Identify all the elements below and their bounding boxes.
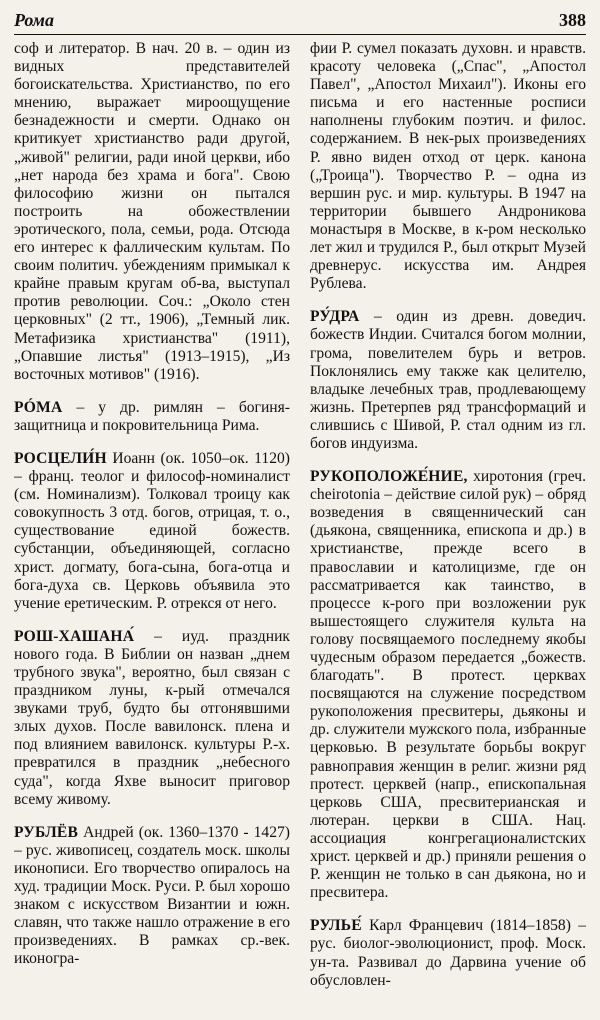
entry-text: – один из древн. доведич. божеств Индии. Считался богом молнии, грома, повелителем бурь и ветров. Поклонялись ему также как целителю, владыке лечебных трав, продлевающему жизнь. Претерпев ряд трансформаций и слившись с Шивой, Р. стал одним из гл. богов индуизма. — [310, 308, 586, 452]
entry-roscelin — [14, 450, 290, 613]
page-number: 388 — [559, 10, 586, 30]
entry-text: хиротония (греч. cheirotonia – действие силой рук) – обряд возведения в священнический сан (дьякона, священника, епископа и др.) в христианстве, прежде всего в православии и католицизме, где он рассматривается как таинство, в процессе к-рого при возложении рук вышестоящего служителя культа на голову посвящаемого последнему якобы чудесным образом передается „божеств. благодать". В протест. церквах посвящаются на служение посредством рукоположения пресвитеры, дьяконы и др. служители мужского пола, избранные церковью. В результате борьбы вокруг равноправия женщин в религ. жизни ряд протест. церквей (напр., епископальная церковь США, пресвитерианская и лютеран. церкви в США. Нац. ассоциация конгрегационалистских христ. церквей и др.) приняли решения о Р. женщин не только в сан дьякона, но и пресвитера. — [310, 468, 586, 902]
entry-rublev — [14, 824, 290, 969]
entry-rudra — [310, 308, 586, 453]
entry-headword: РÓМА — [14, 398, 63, 416]
entry-headword: РОШ-ХАШАНА́ — [14, 627, 135, 645]
entry-rosh-hashana — [14, 628, 290, 809]
entry-rublev-continuation — [310, 40, 586, 293]
left-column — [14, 40, 290, 1016]
entry-text: Андрей (ок. 1360–1370 - 1427) – рус. живописец, создатель моск. школы иконописи. Его творчество опиралось на худ. традиции Моск. Руси. Р. был хорошо знаком с искусством Византии и южн. славян, что также нашло отражение в его произведениях. В рамках ср.-век. иконогра- — [14, 823, 290, 968]
entry-headword: РУБЛЁВ — [14, 823, 79, 841]
right-column — [310, 40, 586, 1016]
entry-text: – иуд. праздник нового года. В Библии он назван „днем трубного звука", вероятно, был связан с праздником луны, к-рый отмечался звуками труб, будто бы отгонявшими злых духов. После вавилонск. плена и под влиянием вавилонск. культуры Р.-х. превратился в праздник „небесного суда", когда Яхве выносит приговор всему живому. — [14, 627, 290, 808]
entry-continuation — [14, 40, 290, 384]
entry-rukopolozhenie — [310, 468, 586, 902]
entry-rule — [310, 917, 586, 989]
entry-headword: РУ́ДРА — [310, 308, 360, 326]
entry-text: соф и литератор. В нач. 20 в. – один из видных представителей богоискательства. Христианство, по его мнению, выражает мироощущение безнадежности и смерти. Однако он критикует христианство ради другой, „живой" религии, ради иной церкви, ибо „нет народа без храма и бога". Свою философию жизни он пытался построить на обожествлении эротического, пола, семьи, рода. Отсюда его интерес к фаллическим культам. По своим политич. убеждениям примыкал к крайне правым кругам об-ва, выступал против революции. Соч.: „Около стен церковных" (2 тт., 1906), „Темный лик. Метафизика христианства" (1911), „Опавшие листья" (1913–1915), „Из восточных мотивов" (1916). — [14, 40, 290, 383]
running-title: Рома — [14, 10, 54, 30]
page-header — [14, 8, 586, 35]
entry-text: Карл Францевич (1814–1858) – рус. биолог-эволюционист, проф. Моск. ун-та. Развивал до Дарвина учение об обусловлен- — [310, 917, 586, 989]
entry-text: – у др. римлян – богиня-защитница и покровительница Рима. — [14, 398, 290, 434]
entry-text: фии Р. сумел показать духовн. и нравств. красоту человека („Спас", „Апостол Павел", „Апостол Михаил"). Иконы его письма и его настенные росписи наполнены глубоким поэтич. и филос. содержанием. В нек-рых произведениях Р. явно виден отход от церк. канона („Троица"). Творчество Р. – одна из вершин рус. и мир. культуры. В 1947 на территории бывшего Андроникова монастыря в Москве, в к-ром несколько лет жил и трудился Р., был открыт Музей древнерус. искусства им. Андрея Рублева. — [310, 40, 586, 293]
entry-headword: РОСЦЕЛИ́Н — [14, 449, 107, 467]
entry-roma — [14, 399, 290, 435]
entry-headword: РУКОПОЛОЖЕ́НИЕ, — [310, 468, 468, 486]
entry-headword: РУЛЬЕ́ — [310, 917, 362, 935]
entry-text: Иоанн (ок. 1050–ок. 1120) – франц. теолог и философ-номиналист (см. Номинализм). Толковал троицу как совокупность 3 отд. богов, отрицая, т. о., существование единой божеств. субстанции, объединяющей, согласно христ. догмату, бога-сына, бога-отца и бога-духа св. Церковь объявила это учение еретическим. Р. отрекся от него. — [14, 449, 290, 612]
